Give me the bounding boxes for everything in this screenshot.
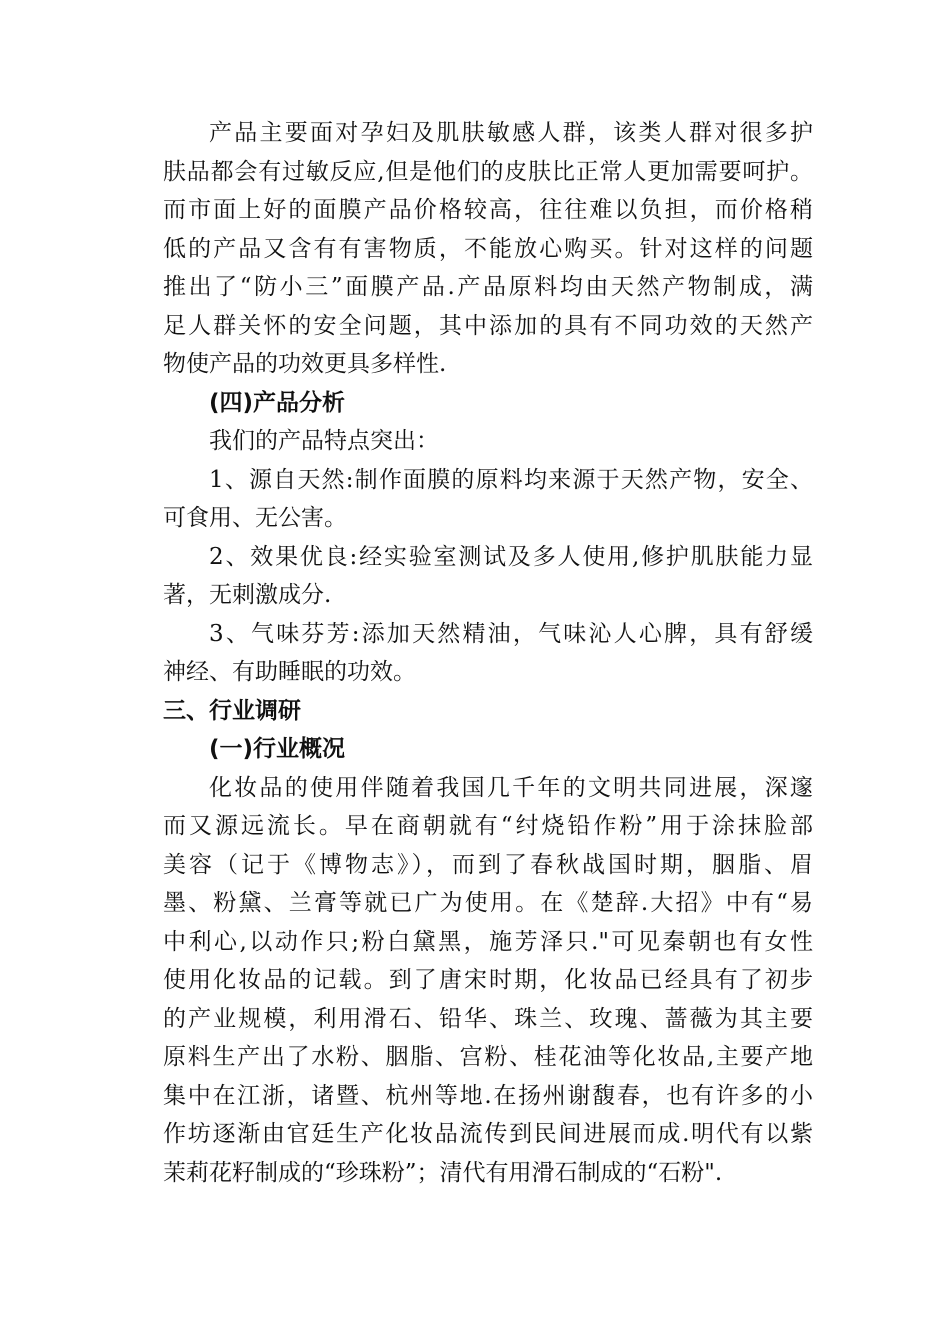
document-body <box>163 114 813 1192</box>
section-heading-product-analysis: (四)产品分析 <box>209 389 346 416</box>
text-line: 神经、有助睡眠的功效。 <box>163 659 416 685</box>
text-line: 使用化妆品的记载。到了唐宋时期，化妆品已经具有了初步 <box>163 967 813 993</box>
text-line: 产品主要面对孕妇及肌肤敏感人群，该类人群对很多护 <box>209 120 813 146</box>
list-item-good-effect <box>163 538 813 615</box>
text-line: 集中在江浙，诸暨、杭州等地.在扬州谢馥春，也有许多的小 <box>163 1082 813 1109</box>
paragraph-features-intro: 我们的产品特点突出： <box>209 428 439 454</box>
paragraph-product-target <box>163 114 813 384</box>
text-line: 美容（记于《博物志》），而到了春秋战国时期，胭脂、眉 <box>163 851 813 878</box>
text-line: 原料生产出了水粉、胭脂、宫粉、桂花油等化妆品,主要产地 <box>163 1044 813 1070</box>
text-line: 物使产品的功效更具多样性. <box>163 351 447 377</box>
text-line: 足人群关怀的安全问题，其中添加的具有不同功效的天然产 <box>163 312 813 339</box>
text-line: 推出了“防小三”面膜产品.产品原料均由天然产物制成，满 <box>163 274 813 300</box>
text-line: 茉莉花籽制成的“珍珠粉”；清代有用滑石制成的“石粉". <box>163 1159 723 1186</box>
text-line: 的产业规模，利用滑石、铅华、珠兰、玫瑰、蔷薇为其主要 <box>163 1005 813 1032</box>
text-line: 肤品都会有过敏反应,但是他们的皮肤比正常人更加需要呵护。 <box>163 158 813 185</box>
list-item-fragrance <box>163 615 813 692</box>
text-line: 著，无刺激成分. <box>163 582 332 608</box>
text-line: 中利心,以动作只;粉白黛黑，施芳泽只."可见秦朝也有女性 <box>163 928 813 955</box>
paragraph-industry-history <box>163 769 813 1193</box>
text-line: 3、气味芬芳:添加天然精油，气味沁人心脾，具有舒缓 <box>209 620 813 647</box>
text-line: 而市面上好的面膜产品价格较高，往往难以负担，而价格稍 <box>163 197 813 223</box>
text-line: 1、源自天然:制作面膜的原料均来源于天然产物，安全、 <box>209 466 813 493</box>
text-line: 低的产品又含有有害物质，不能放心购买。针对这样的问题 <box>163 235 813 262</box>
text-line: 可食用、无公害。 <box>163 505 347 531</box>
text-line: 化妆品的使用伴随着我国几千年的文明共同进展，深邃 <box>209 774 813 801</box>
text-line: 2、效果优良:经实验室测试及多人使用,修护肌肤能力显 <box>209 543 813 570</box>
section-heading-industry-research: 三、行业调研 <box>163 697 301 724</box>
text-line: 墨、粉黛、兰膏等就已广为使用。在《楚辞.大招》中有“易 <box>163 890 813 916</box>
text-line: 作坊逐渐由官廷生产化妆品流传到民间进展而成.明代有以紫 <box>163 1121 813 1147</box>
text-line: 而又源远流长。早在商朝就有“纣烧铅作粉”用于涂抹脸部 <box>163 813 813 839</box>
list-item-natural-source <box>163 461 813 538</box>
section-heading-industry-overview: (一)行业概况 <box>209 736 346 762</box>
